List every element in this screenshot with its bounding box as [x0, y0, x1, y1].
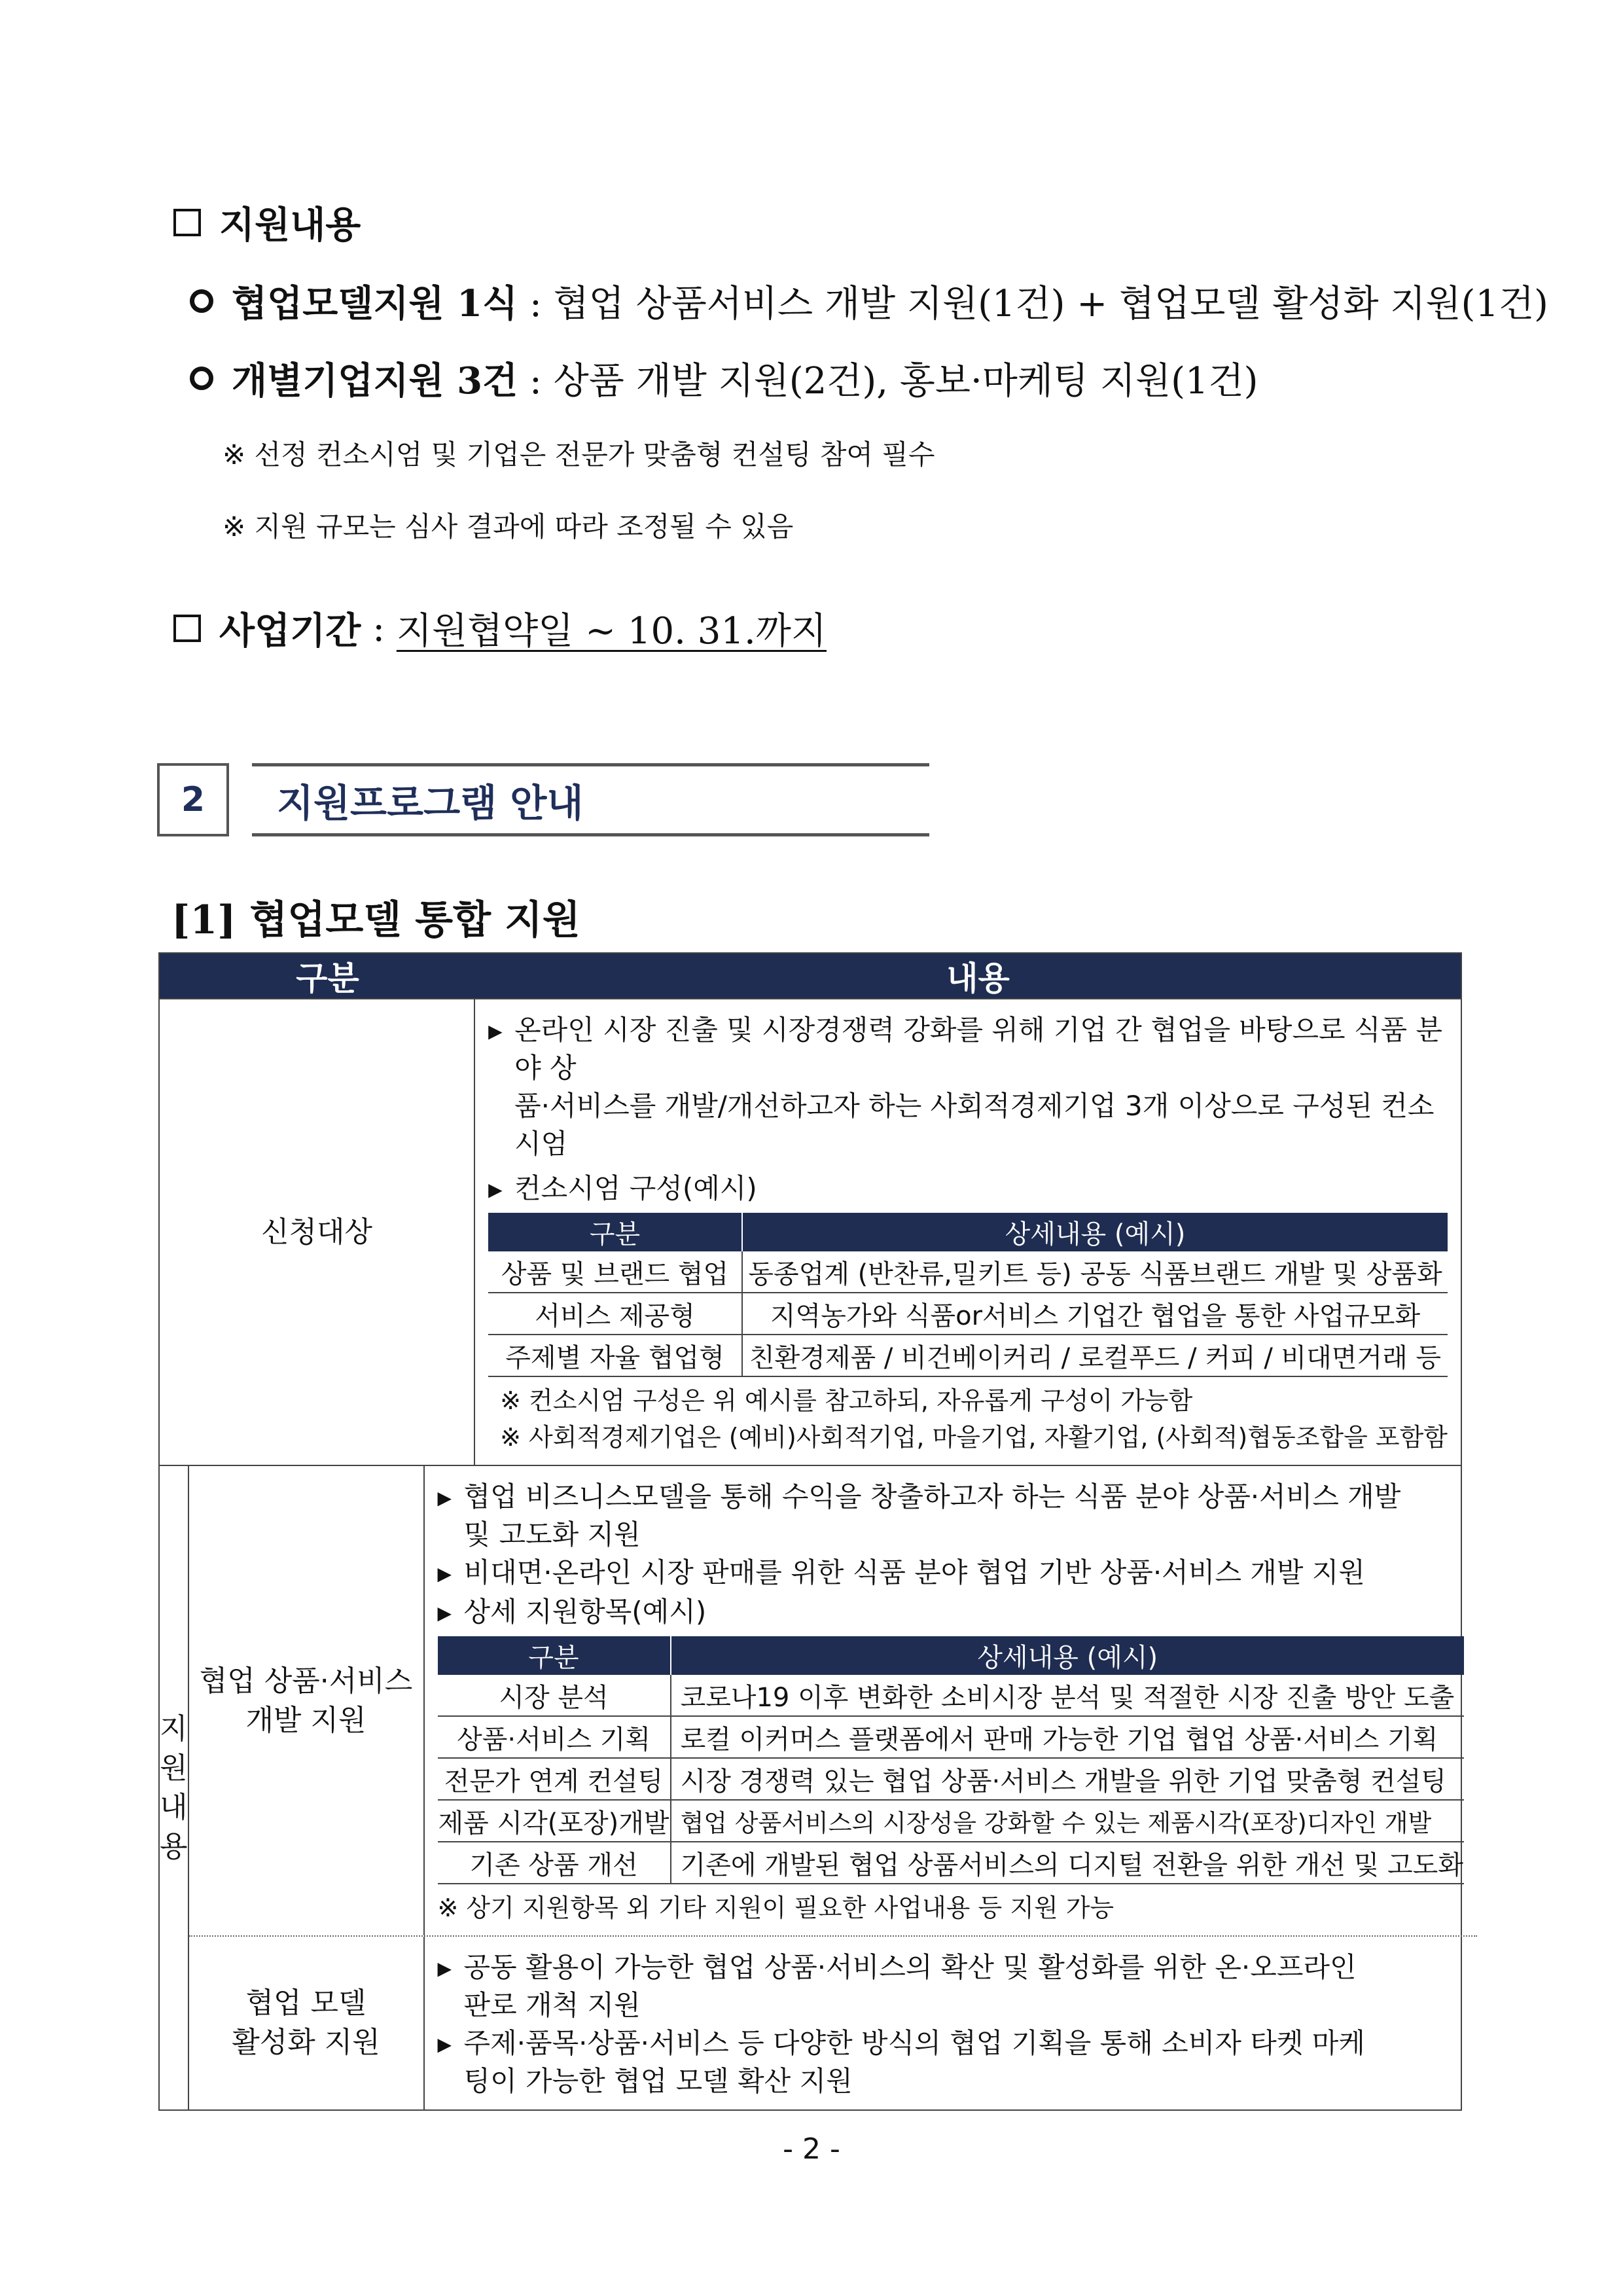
- target-content: [474, 999, 1461, 1465]
- table-row: [488, 1293, 1448, 1335]
- inner-cell: 주제별 자율 협업형: [488, 1335, 742, 1376]
- consortium-example-table: [488, 1213, 1448, 1377]
- inner-cell: 코로나19 이후 변화한 소비시장 분석 및 적절한 시장 진출 방안 도출: [671, 1675, 1464, 1716]
- inner-header: 구분: [438, 1636, 671, 1675]
- model-content: [423, 1937, 1477, 2109]
- support-line-2-text: : 상품 개발 지원(2건), 홍보·마케팅 지원(1건): [518, 360, 1258, 403]
- inner-cell: 협업 상품서비스의 시장성을 강화할 수 있는 제품시각(포장)디자인 개발: [671, 1800, 1464, 1842]
- bullet-text: 주제·품목·상품·서비스 등 다양한 방식의 협업 기획을 통해 소비자 타켓 마케 팅이 가능한 협업 모델 확산 지원: [463, 2027, 1365, 2097]
- model-label: 협업 모델 활성화 지원: [232, 1986, 380, 2059]
- inner-header: 구분: [488, 1213, 742, 1251]
- triangle-bullet-icon: ▶: [437, 1563, 452, 1585]
- checkbox-icon: [173, 209, 201, 236]
- period-line: [173, 602, 827, 655]
- inner-cell: 제품 시각(포장)개발: [438, 1800, 671, 1842]
- bullet-item: [438, 1478, 1464, 1554]
- subsection-heading: [1] 협업모델 통합 지원: [171, 897, 580, 943]
- triangle-bullet-icon: ▶: [437, 2034, 452, 2055]
- table-row: [438, 1758, 1464, 1800]
- bullet-text: 공동 활용이 가능한 협업 상품·서비스의 확산 및 활성화를 위한 온·오프라인 판로 개척 지원: [463, 1951, 1357, 2021]
- support-content-heading: [173, 196, 361, 249]
- inner-header: 상세내용 (예시): [671, 1636, 1464, 1675]
- inner-cell: 상품·서비스 기획: [438, 1716, 671, 1758]
- inner-cell: 서비스 제공형: [488, 1293, 742, 1335]
- bullet-text: 협업 비즈니스모델을 통해 수익을 창출하고자 하는 식품 분야 상품·서비스 개발 및 고도화 지원: [463, 1480, 1401, 1551]
- inner-cell: 기존 상품 개선: [438, 1842, 671, 1884]
- support-line-1-text: : 협업 상품서비스 개발 지원(1건) + 협업모델 활성화 지원(1건): [518, 283, 1548, 325]
- table-row-support: [160, 1465, 1461, 2109]
- header-content: 내용: [946, 960, 1010, 997]
- table-row: [438, 1842, 1464, 1884]
- circle-bullet-icon: [190, 367, 213, 390]
- inner-cell: 로컬 이커머스 플랫폼에서 판매 가능한 기업 협업 상품·서비스 기획: [671, 1716, 1464, 1758]
- support-line-2-title: 개별기업지원 3건: [232, 359, 518, 403]
- period-value: 지원협약일 ~ 10. 31.까지: [396, 610, 827, 653]
- support-subrows: [188, 1466, 1477, 2109]
- target-note-2: ※ 사회적경제기업은 (예비)사회적기업, 마을기업, 자활기업, (사회적)협동조합을 포함함: [500, 1423, 1448, 1452]
- bullet-item: [488, 1170, 1448, 1209]
- inner-cell: 시장 분석: [438, 1675, 671, 1716]
- support-note-1: ※ 선정 컨소시엄 및 기업은 전문가 맞춤형 컨설팅 참여 필수: [223, 439, 935, 471]
- period-label: 사업기간: [219, 609, 361, 653]
- bullet-text: 상세 지원항목(예시): [463, 1596, 707, 1628]
- support-items-table: [438, 1636, 1464, 1884]
- target-note-1: ※ 컨소시엄 구성은 위 예시를 참고하되, 자유롭게 구성이 가능함: [500, 1386, 1193, 1415]
- support-subrow-model: [189, 1935, 1477, 2109]
- section-title: 지원프로그램 안내: [252, 763, 929, 836]
- bullet-text: 비대면·온라인 시장 판매를 위한 식품 분야 협업 기반 상품·서비스 개발 지원: [463, 1556, 1365, 1588]
- table-row: [438, 1675, 1464, 1716]
- support-line-2: [190, 352, 1258, 404]
- support-line-1: [190, 275, 1548, 327]
- product-label: 협업 상품·서비스 개발 지원: [199, 1664, 413, 1737]
- inner-cell: 기존에 개발된 협업 상품서비스의 디지털 전환을 위한 개선 및 고도화: [671, 1842, 1464, 1884]
- table-row: [438, 1800, 1464, 1842]
- bullet-text: 온라인 시장 진출 및 시장경쟁력 강화를 위해 기업 간 협업을 바탕으로 식품 분야 상 품·서비스를 개발/개선하고자 하는 사회적경제기업 3개 이상으로 구성된 컨소시엄: [514, 1014, 1443, 1160]
- inner-cell: 전문가 연계 컨설팅: [438, 1758, 671, 1800]
- support-subrow-product: [189, 1466, 1477, 1935]
- page-number: - 2 -: [783, 2132, 840, 2166]
- bullet-item: [438, 1593, 1464, 1632]
- inner-cell: 시장 경쟁력 있는 협업 상품·서비스 개발을 위한 기업 맞춤형 컨설팅: [671, 1758, 1464, 1800]
- triangle-bullet-icon: ▶: [437, 1487, 452, 1509]
- checkbox-icon: [173, 615, 201, 642]
- bullet-item: [488, 1011, 1448, 1163]
- bullet-item: [438, 1554, 1464, 1593]
- triangle-bullet-icon: ▶: [488, 1179, 503, 1200]
- program-table: [158, 952, 1462, 2111]
- period-separator: :: [361, 607, 397, 650]
- triangle-bullet-icon: ▶: [437, 1602, 452, 1624]
- bullet-item: [438, 1948, 1464, 2024]
- table-row: [488, 1335, 1448, 1376]
- inner-cell: 지역농가와 식품or서비스 기업간 협업을 통한 사업규모화: [742, 1293, 1448, 1335]
- table-row: [438, 1716, 1464, 1758]
- section-number: 2: [157, 763, 229, 836]
- bullet-text: 컨소시엄 구성(예시): [514, 1172, 757, 1204]
- triangle-bullet-icon: ▶: [488, 1020, 503, 1042]
- inner-cell: 상품 및 브랜드 협업: [488, 1251, 742, 1293]
- support-line-1-title: 협업모델지원 1식: [232, 282, 518, 325]
- header-category: 구분: [296, 960, 359, 997]
- circle-bullet-icon: [190, 289, 213, 313]
- inner-cell: 친환경제품 / 비건베이커리 / 로컬푸드 / 커피 / 비대면거래 등: [742, 1335, 1448, 1376]
- target-label: 신청대상: [261, 1215, 373, 1249]
- product-content: [423, 1466, 1477, 1935]
- table-row: [488, 1251, 1448, 1293]
- inner-header: 상세내용 (예시): [742, 1213, 1448, 1251]
- triangle-bullet-icon: ▶: [437, 1958, 452, 1979]
- inner-cell: 동종업계 (반찬류,밀키트 등) 공동 식품브랜드 개발 및 상품화: [742, 1251, 1448, 1293]
- bullet-item: [438, 2024, 1464, 2100]
- support-note-2: ※ 지원 규모는 심사 결과에 따라 조정될 수 있음: [223, 511, 794, 543]
- product-note: ※ 상기 지원항목 외 기타 지원이 필요한 사업내용 등 지원 가능: [437, 1893, 1115, 1922]
- heading-text: 지원내용: [219, 204, 361, 247]
- table-row-target: [160, 998, 1461, 1465]
- table-header: [160, 954, 1461, 998]
- support-label: 지원 내용: [160, 1712, 188, 1863]
